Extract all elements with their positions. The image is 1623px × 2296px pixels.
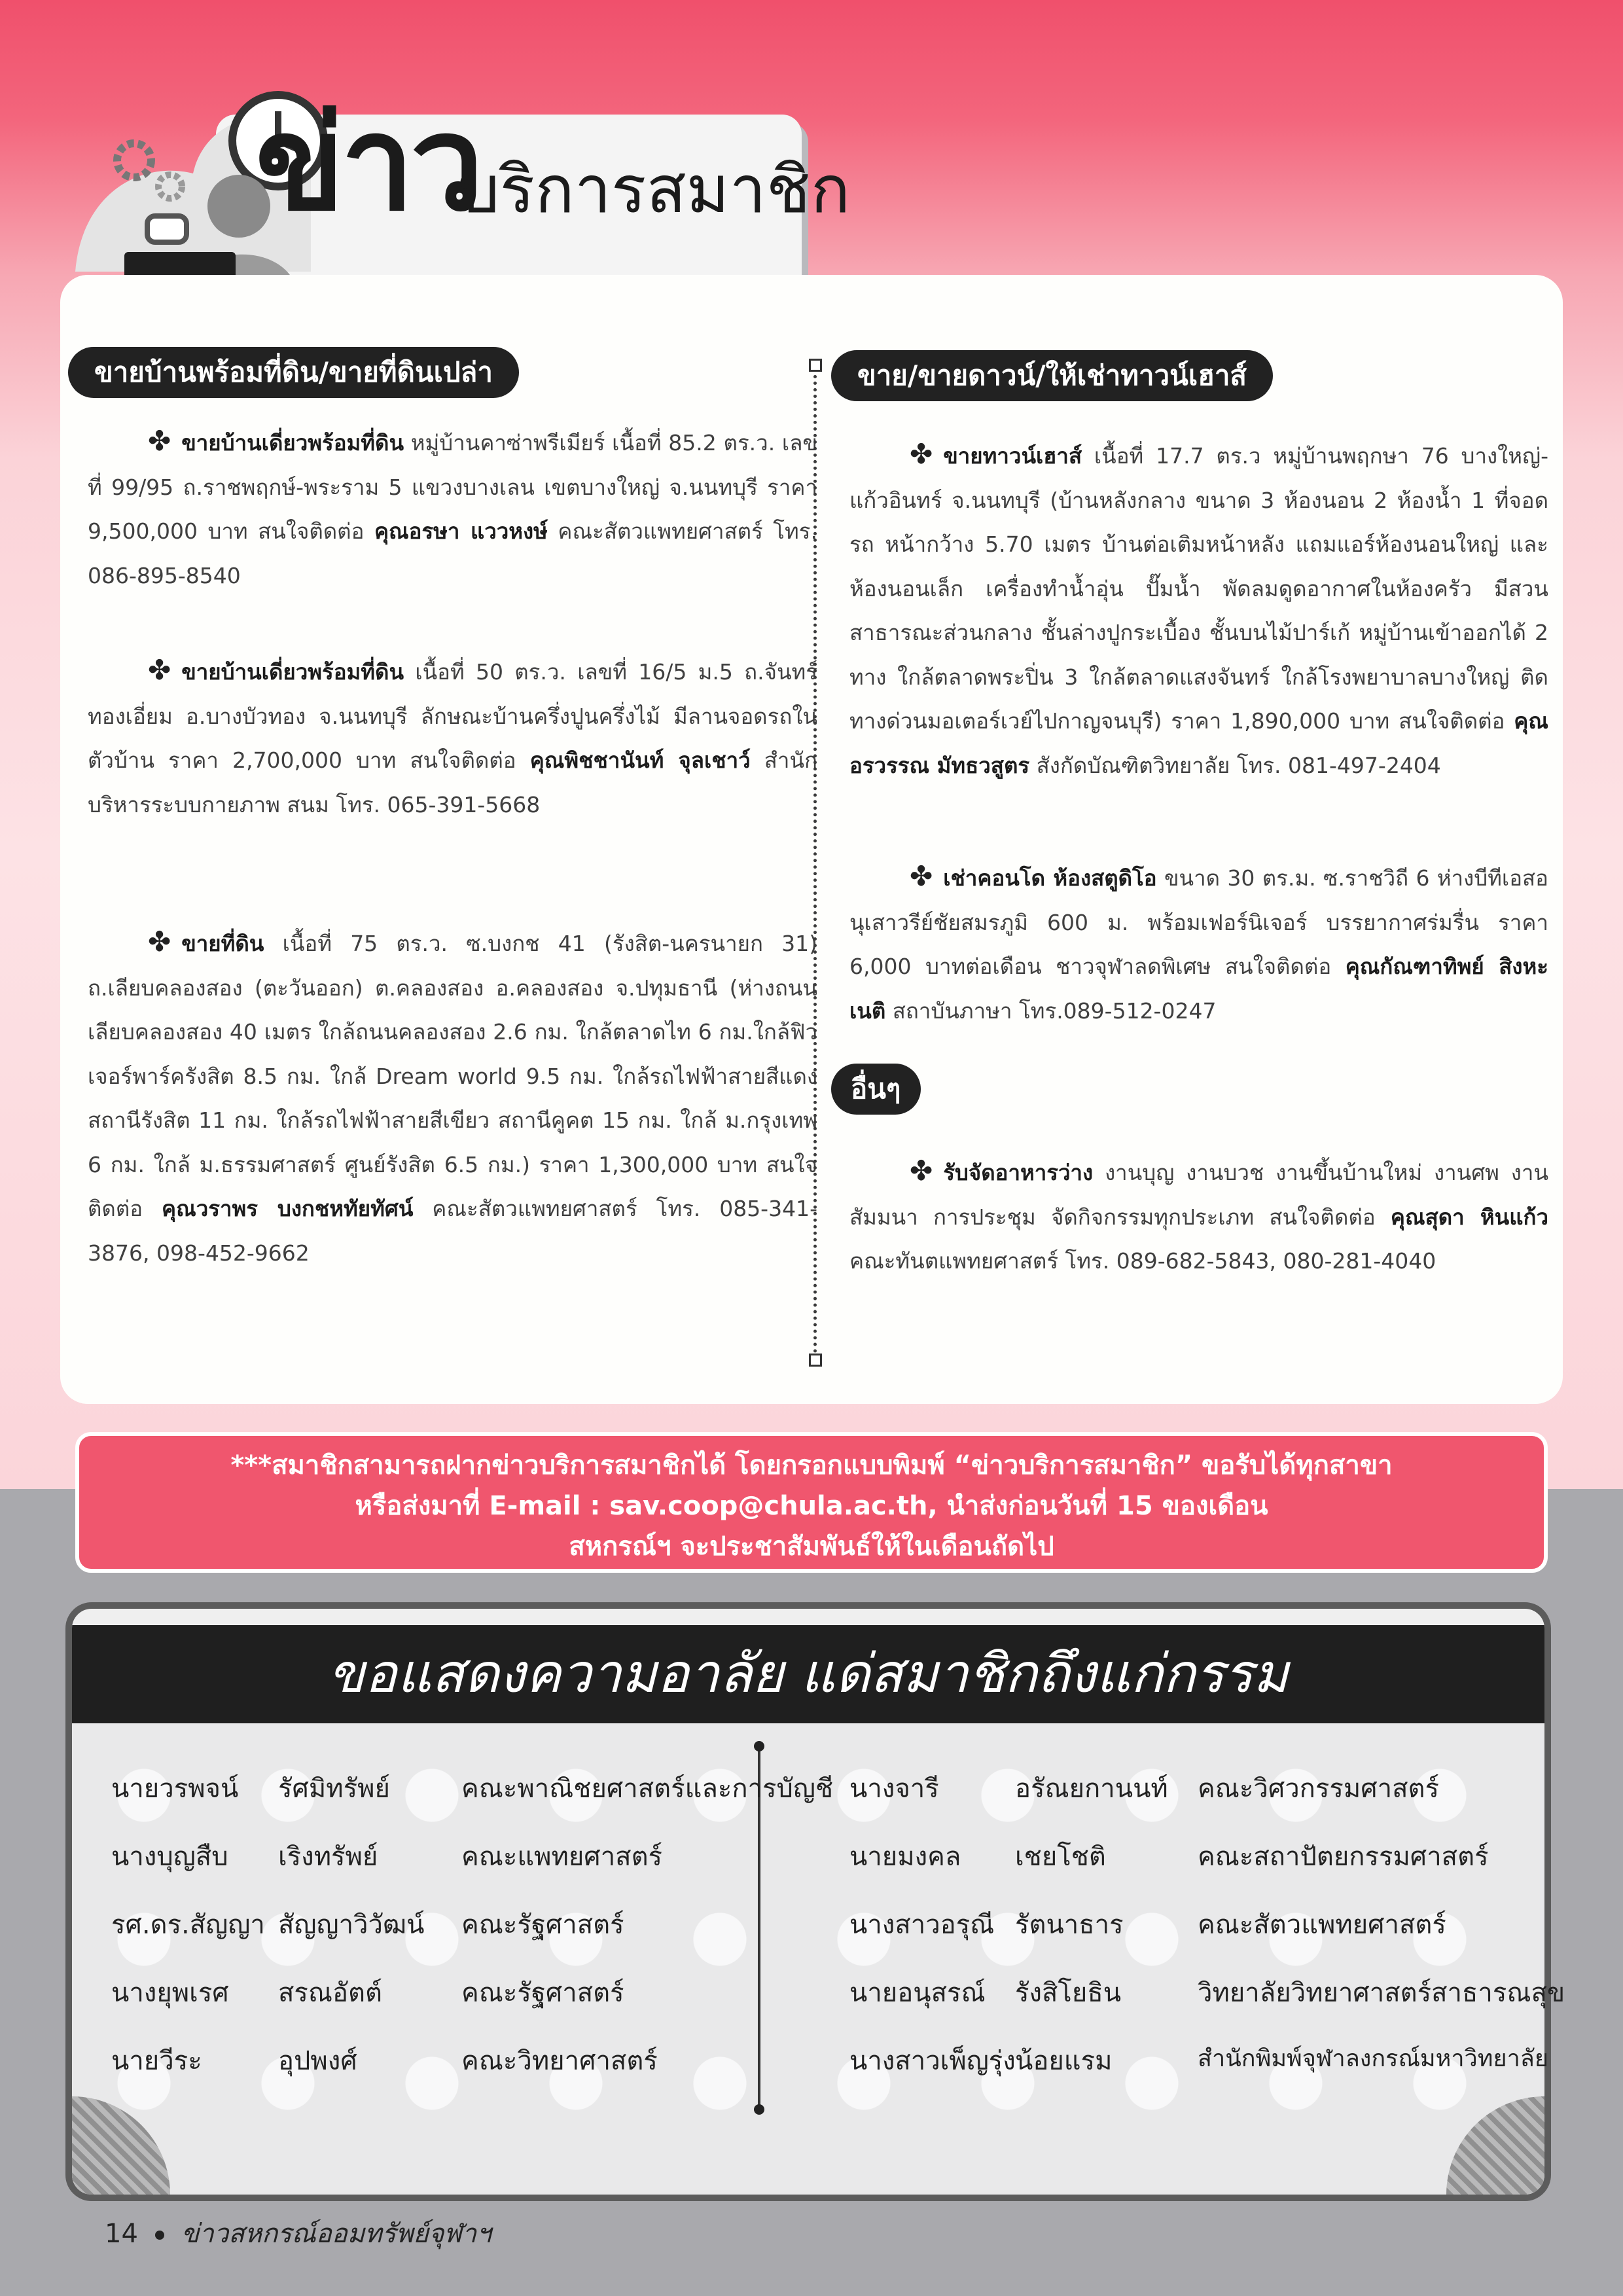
notice-line: สหกรณ์ฯ จะประชาสัมพันธ์ให้ในเดือนถัดไป — [569, 1532, 1054, 1562]
gear-icon — [117, 143, 151, 177]
divider-end-marker — [809, 359, 822, 372]
submission-notice — [75, 1432, 1548, 1573]
page-number: 14 — [105, 2219, 138, 2249]
listing-item: ✤ ขายบ้านเดี่ยวพร้อมที่ดิน เนื้อที่ 50 ตร.ว. เลขที่ 16/5 ม.5 ถ.จันทร์ทองเอี่ยม อ.บางบัวทอง จ.นนทบุรี ลักษณะบ้านครึ่งปูนครึ่งไม้ มีลานจอดรถในตัวบ้าน ราคา 2,700,000 บาท สนใจติดต่อ คุณพิชชานันท์ จุลเชาว์ สำนักบริหารระบบกายภาพ สนม โทร. 065-391-5668 — [88, 654, 817, 817]
classifieds-card — [60, 275, 1563, 1404]
listing-item: ✤ ขายทาวน์เฮาส์ เนื้อที่ 17.7 ตร.ว หมู่บ้านพฤกษา 76 บางใหญ่-แก้วอินทร์ จ.นนทบุรี (บ้านหลังกลาง ขนาด 3 ห้องนอน 2 ห้องน้ำ 1 ที่จอดรถ หน้ากว้าง 5.70 เมตร บ้านต่อเติมหน้าหลัง แถมแอร์ห้องนอนใหญ่ และห้องนอนเล็ก เครื่องทำน้ำอุ่น ปั๊มน้ำ พัดลมดูดอากาศในห้องครัว มีสวนสาธารณะส่วนกลาง ชั้นล่างปูกระเบื้อง ชั้นบนไม้ปาร์เก้ หมู่บ้านเข้าออกได้ 2 ทาง ใกล้ตลาดพระปิ่น 3 ใกล้ตลาดแสงจันทร์ ใกล้โรงพยาบาลบางใหญ่ ติดทางด่วนมอเตอร์เวย์ไปกาญจนบุรี) ราคา 1,890,000 บาท สนใจติดต่อ คุณอรวรรณ มัทธวสูตร สังกัดบัณฑิตวิทยาลัย โทร. 081-497-2404 — [849, 438, 1548, 778]
page-footer — [105, 2212, 491, 2254]
condolence-title-bar — [72, 1625, 1544, 1723]
condolence-card — [65, 1602, 1551, 2201]
section-title-house-land: ขายบ้านพร้อมที่ดิน/ขายที่ดินเปล่า — [68, 347, 519, 398]
header-title-sub: บริการสมาชิก — [458, 151, 851, 228]
chat-bubble-icon — [147, 216, 187, 242]
column-divider — [813, 362, 817, 1360]
divider-dot — [754, 2104, 764, 2115]
condolence-title: ขอแสดงความอาลัย แด่สมาชิกถึงแก่กรรม — [328, 1643, 1289, 1705]
listing-item: ✤ รับจัดอาหารว่าง งานบุญ งานบวช งานขึ้นบ้านใหม่ งานศพ งานสัมมนา การประชุม จัดกิจกรรมทุกประเภท สนใจติดต่อ คุณสุดา หินแก้ว คณะทันตแพทยศาสตร์ โทร. 089-682-5843, 080-281-4040 — [849, 1155, 1549, 1274]
clover-bullet-icon: ✤ — [910, 1155, 933, 1187]
notice-line: ***สมาชิกสามารถฝากข่าวบริการสมาชิกได้ โดยกรอกแบบพิมพ์ “ข่าวบริการสมาชิก” ขอรับได้ทุกสาขา — [230, 1450, 1393, 1480]
footer-separator — [155, 2231, 164, 2240]
header-title-main: ข่าว — [255, 86, 480, 240]
notice-line: หรือส่งมาที่ E-mail : sav.coop@chula.ac.th, นำส่งก่อนวันที่ 15 ของเดือน — [355, 1491, 1268, 1521]
listing-item: ✤ ขายบ้านเดี่ยวพร้อมที่ดิน หมู่บ้านคาซ่าพรีเมียร์ เนื้อที่ 85.2 ตร.ว. เลขที่ 99/95 ถ.ราชพฤกษ์-พระราม 5 แขวงบางเลน เขตบางใหญ่ จ.นนทบุรี ราคา 9,500,000 บาท สนใจติดต่อ คุณอรษา แววหงษ์ คณะสัตวแพทยศาสตร์ โทร. 086-895-8540 — [88, 425, 817, 588]
divider-dot — [754, 1741, 764, 1751]
section-title-other: อื่นๆ — [831, 1064, 921, 1115]
clover-bullet-icon: ✤ — [910, 860, 933, 892]
listing-item: ✤ เช่าคอนโด ห้องสตูดิโอ ขนาด 30 ตร.ม. ซ.ราชวิถี 6 ห่างบีทีเอสอนุเสาวรีย์ชัยสมรภูมิ 600 ม. พร้อมเฟอร์นิเจอร์ บรรยากาศร่มรื่น ราคา 6,000 บาทต่อเดือน ชาวจุฬาลดพิเศษ สนใจติดต่อ คุณกัณฑาทิพย์ สิงหะเนติ สถาบันภาษา โทร.089-512-0247 — [849, 860, 1548, 1024]
clover-bullet-icon: ✤ — [148, 425, 171, 457]
section-title-townhouse: ขาย/ขายดาวน์/ให้เช่าทาวน์เฮาส์ — [831, 350, 1273, 401]
listing-item: ✤ ขายที่ดิน เนื้อที่ 75 ตร.ว. ซ.บงกช 41 (รังสิต-นครนายก 31) ถ.เลียบคลองสอง (ตะวันออก) ต.คลองสอง อ.คลองสอง จ.ปทุมธานี (ห่างถนนเลียบคลองสอง 40 เมตร ใกล้ถนนคลองสอง 2.6 กม. ใกล้ตลาดไท 6 กม.ใกล้ฟิวเจอร์พาร์ครังสิต 8.5 กม. ใกล้ Dream world 9.5 กม. ใกล้รถไฟฟ้าสายสีแดง สถานีรังสิต 11 กม. ใกล้รถไฟฟ้าสายสีเขียว สถานีคูคต 15 กม. ใกล้ ม.กรุงเทพ 6 กม. ใกล้ ม.ธรรมศาสตร์ ศูนย์รังสิต 6.5 กม.) ราคา 1,300,000 บาท สนใจติดต่อ คุณวราพร บงกชหทัยทัศน์ คณะสัตวแพทยศาสตร์ โทร. 085-341-3876, 098-452-9662 — [88, 925, 817, 1266]
clover-bullet-icon: ✤ — [148, 925, 171, 958]
clover-bullet-icon: ✤ — [148, 654, 171, 686]
clover-bullet-icon: ✤ — [910, 438, 933, 470]
publication-name: ข่าวสหกรณ์ออมทรัพย์จุฬาฯ — [181, 2219, 491, 2249]
divider-end-marker — [809, 1354, 822, 1367]
